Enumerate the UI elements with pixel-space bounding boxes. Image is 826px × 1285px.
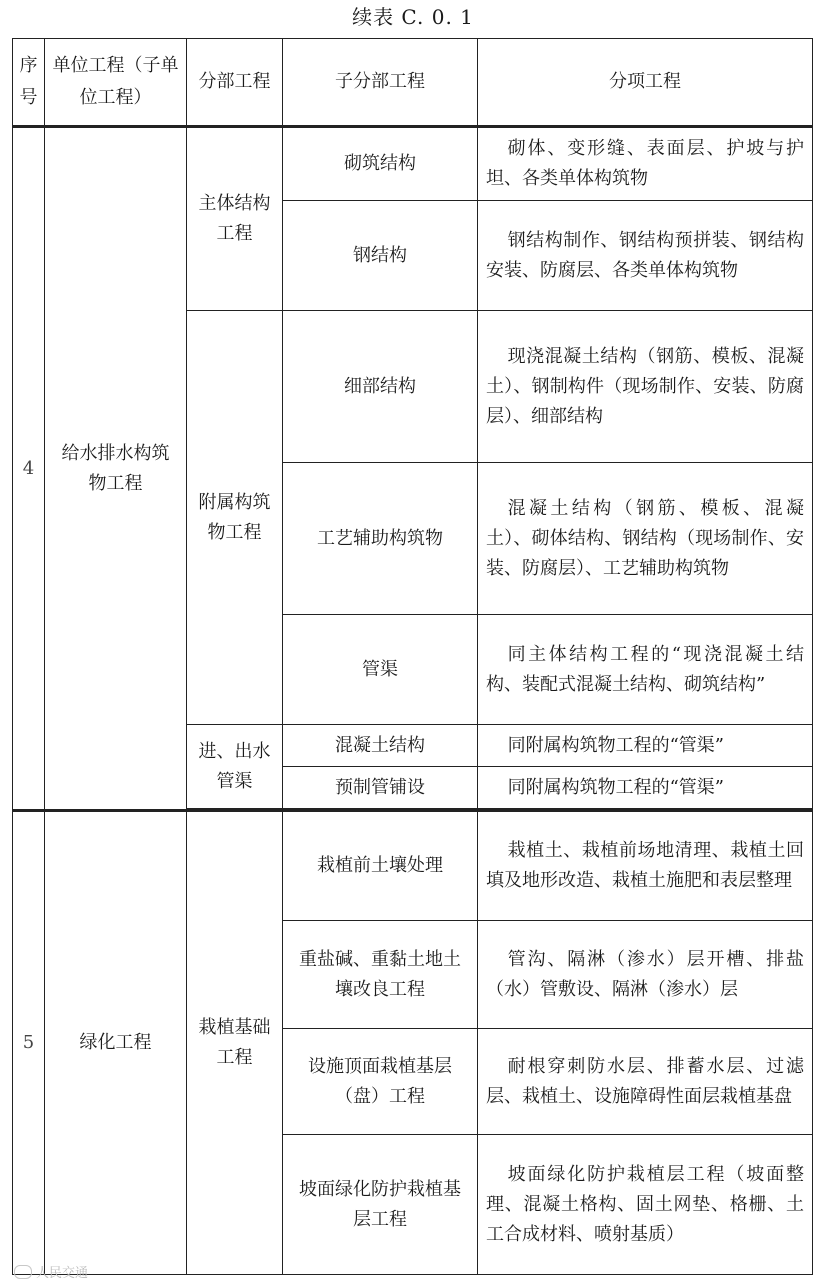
subdivision-cell: 设施顶面栽植基层（盘）工程 <box>283 1029 478 1135</box>
watermark <box>14 1262 88 1281</box>
unit-cell: 绿化工程 <box>45 811 187 1275</box>
items-cell: 栽植土、栽植前场地清理、栽植土回填及地形改造、栽植土施肥和表层整理 <box>478 811 813 921</box>
items-cell: 同附属构筑物工程的“管渠” <box>478 767 813 809</box>
subdivision-cell: 钢结构 <box>283 201 478 311</box>
col-header-seq: 序号 <box>13 39 45 127</box>
items-cell: 同主体结构工程的“现浇混凝土结构、装配式混凝土结构、砌筑结构” <box>478 615 813 725</box>
items-cell: 管沟、隔淋（渗水）层开槽、排盐（水）管敷设、隔淋（渗水）层 <box>478 921 813 1029</box>
subdivision-cell: 坡面绿化防护栽植基层工程 <box>283 1135 478 1275</box>
division-cell: 主体结构工程 <box>187 127 283 311</box>
subdivision-cell: 工艺辅助构筑物 <box>283 463 478 615</box>
watermark-logo-icon <box>14 1265 32 1279</box>
watermark-text: 人民交通 <box>36 1266 89 1281</box>
table-row <box>13 127 813 201</box>
items-cell: 混凝土结构（钢筋、模板、混凝土）、砌体结构、钢结构（现场制作、安装、防腐层）、工艺辅助构筑物 <box>478 463 813 615</box>
col-header-unit: 单位工程（子单位工程） <box>45 39 187 127</box>
items-cell: 同附属构筑物工程的“管渠” <box>478 725 813 767</box>
subdivision-cell: 混凝土结构 <box>283 725 478 767</box>
unit-cell: 给水排水构筑物工程 <box>45 127 187 811</box>
col-header-division: 分部工程 <box>187 39 283 127</box>
seq-cell: 4 <box>13 127 45 811</box>
items-cell: 砌体、变形缝、表面层、护坡与护坦、各类单体构筑物 <box>478 127 813 201</box>
subdivision-cell: 栽植前土壤处理 <box>283 811 478 921</box>
items-cell: 现浇混凝土结构（钢筋、模板、混凝土）、钢制构件（现场制作、安装、防腐层）、细部结构 <box>478 311 813 463</box>
col-header-subdivision: 子分部工程 <box>283 39 478 127</box>
division-cell: 进、出水管渠 <box>187 725 283 809</box>
subdivision-cell: 预制管铺设 <box>283 767 478 809</box>
seq-cell: 5 <box>13 811 45 1275</box>
col-header-items: 分项工程 <box>478 39 813 127</box>
items-cell: 耐根穿刺防水层、排蓄水层、过滤层、栽植土、设施障碍性面层栽植基盘 <box>478 1029 813 1135</box>
subdivision-cell: 管渠 <box>283 615 478 725</box>
table-caption: 续表 C. 0. 1 <box>352 5 474 29</box>
table-row <box>13 811 813 921</box>
division-cell: 栽植基础工程 <box>187 811 283 1275</box>
items-cell: 钢结构制作、钢结构预拼装、钢结构安装、防腐层、各类单体构筑物 <box>478 201 813 311</box>
header-row <box>13 39 813 127</box>
subdivision-cell: 重盐碱、重黏土地土壤改良工程 <box>283 921 478 1029</box>
subdivision-cell: 砌筑结构 <box>283 127 478 201</box>
division-table <box>12 38 813 1275</box>
subdivision-cell: 细部结构 <box>283 311 478 463</box>
items-cell: 坡面绿化防护栽植层工程（坡面整理、混凝土格构、固土网垫、格栅、土工合成材料、喷射基质） <box>478 1135 813 1275</box>
division-cell: 附属构筑物工程 <box>187 311 283 725</box>
